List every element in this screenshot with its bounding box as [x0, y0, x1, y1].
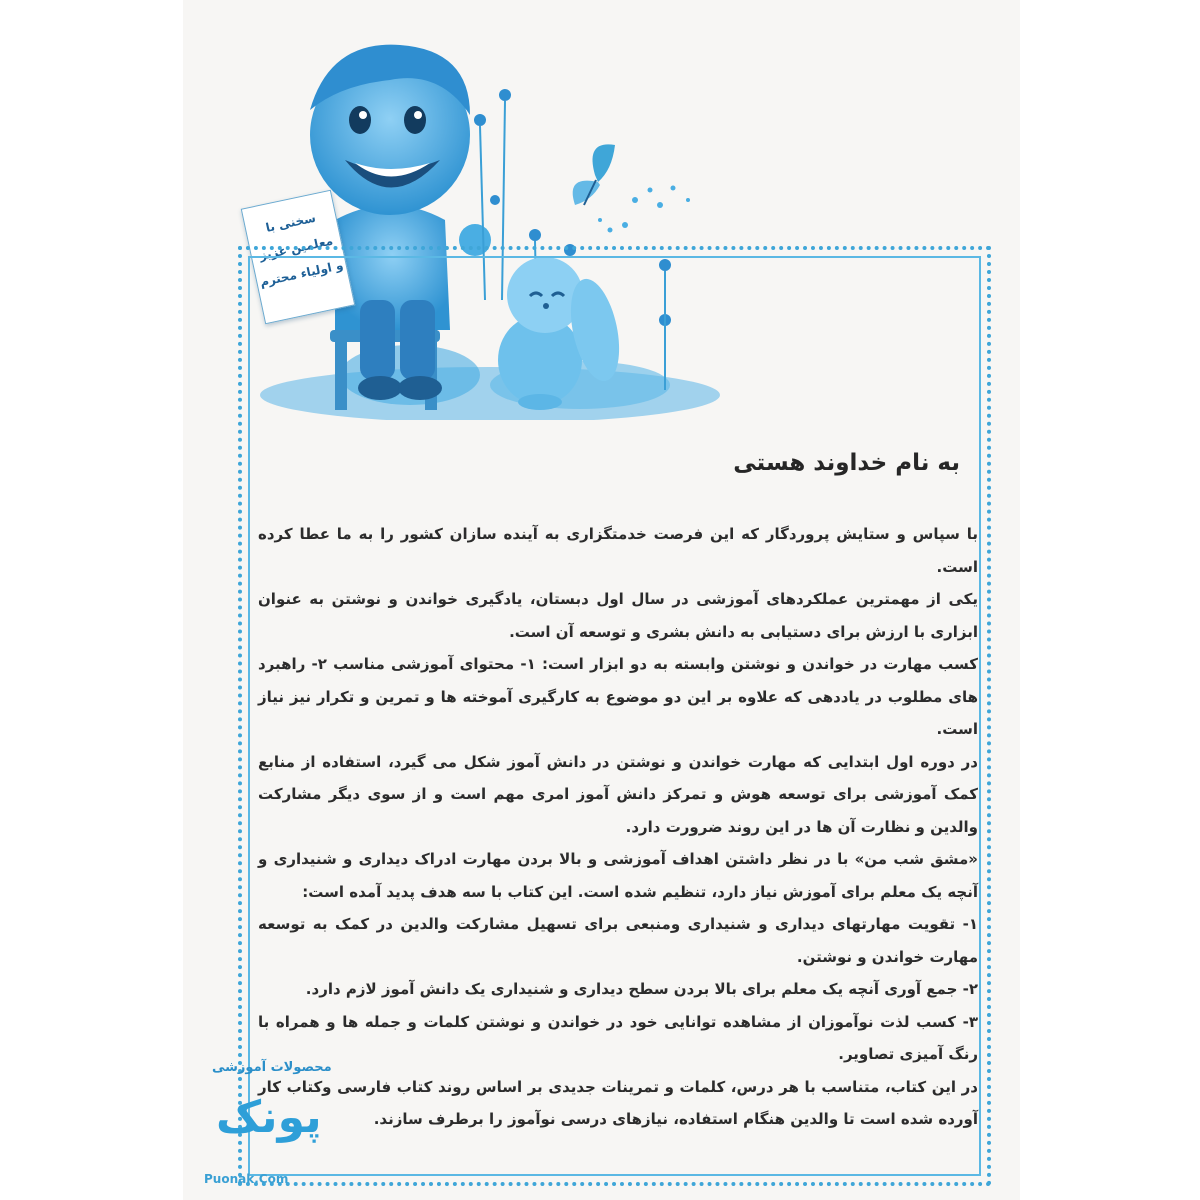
body-text — [258, 518, 978, 1136]
paragraph: با سپاس و ستایش پروردگار که این فرصت خدمتگزاری به آینده سازان کشور را به ما عطا کرده است. — [258, 525, 978, 576]
paragraph: یکی از مهمترین عملکردهای آموزشی در سال اول دبستان، یادگیری خواندن و نوشتن به عنوان ابزاری با ارزش برای دستیابی به دانش بشری و توسعه آن است. — [258, 590, 978, 641]
sign-line-1: سخنی با — [264, 210, 317, 235]
sign-line-2: معلمین عزیز — [258, 233, 335, 263]
butterfly-icon — [573, 144, 615, 205]
logo-brand: پونک — [216, 1092, 322, 1143]
paragraph: ۲- جمع آوری آنچه یک معلم برای بالا بردن سطح دیداری و شنیداری یک دانش آموز لازم دارد. — [305, 980, 978, 998]
paragraph: ۱- تقویت مهارتهای دیداری و شنیداری ومنبعی برای تسهیل مشارکت والدین در کمک به توسعه مهارت خواندن و نوشتن. — [258, 915, 978, 966]
paragraph: ۳- کسب لذت نوآموزان از مشاهده توانایی خود در خواندن و نوشتن کلمات و جمله ها و همراه با رنگ آمیزی تصاویر. — [258, 1012, 978, 1063]
paragraph: در این کتاب، متناسب با هر درس، کلمات و تمرینات جدیدی بر اساس روند کتاب فارسی وکتاب کار آورده شده است تا والدین هنگام استفاده، نیازهای درسی نوآموز را برطرف سازند. — [258, 1077, 978, 1128]
sign-line-3: و اولیاء محترم — [258, 257, 345, 290]
page-title: به نام خداوند هستی — [733, 450, 960, 476]
paragraph: «مشق شب من» با در نظر داشتن اهداف آموزشی و بالا بردن مهارت ادراک دیداری و شنیداری و آنچه یک معلم برای آموزش نیاز دارد، تنظیم شده است. این کتاب با سه هدف پدید آمده است: — [258, 850, 978, 901]
logo-tagline: محصولات آموزشی — [212, 1060, 332, 1075]
logo-url: Puonak.Com — [204, 1172, 289, 1186]
paragraph: کسب مهارت در خواندن و نوشتن وابسته به دو ابزار است: ۱- محتوای آموزشی مناسب ۲- راهبرد های مطلوب در یاددهی که علاوه بر این دو موضوع به کارگیری آموخته ها و تمرین و تکرار نیز نیاز است. — [258, 655, 979, 738]
puonak-logo — [204, 1060, 352, 1192]
paragraph: در دوره اول ابتدایی که مهارت خواندن و نوشتن در دانش آموز شکل می گیرد، استفاده از منابع کمک آموزشی برای توسعه هوش و تمرکز دانش آموز امری مهم است و از سوی دیگر مشارکت والدین و نظارت آن ها در این روند ضرورت دارد. — [258, 752, 978, 836]
